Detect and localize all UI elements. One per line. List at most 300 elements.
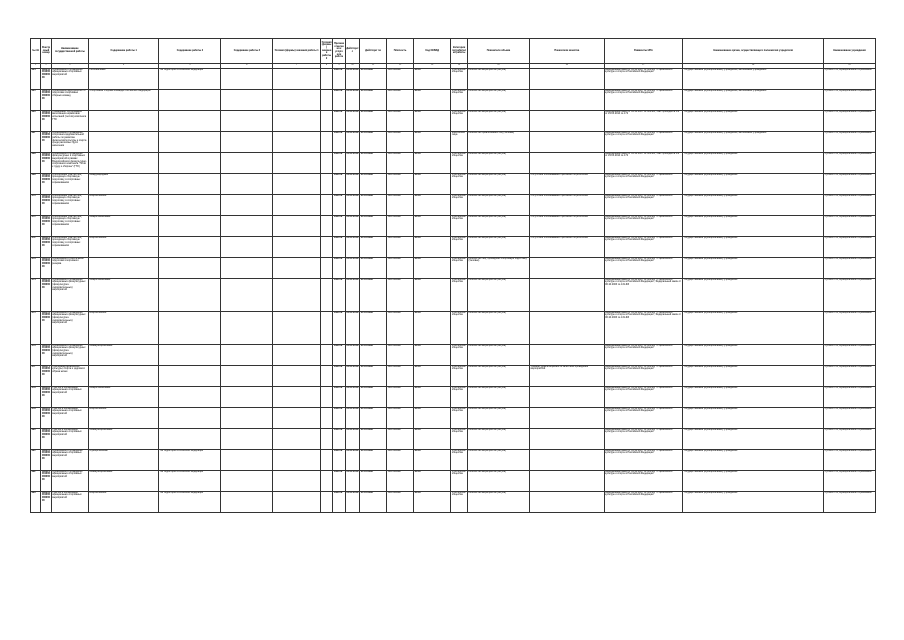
cell-from: 01.01.2018 [345, 131, 359, 152]
table-row [31, 173, 876, 194]
table-row [31, 491, 876, 512]
cell-org: Государственные (муниципальные) учреждения, автономные учреждения [683, 68, 824, 89]
cell-qual [530, 344, 605, 365]
cell-cat: В интересах общества [451, 407, 468, 428]
cell-n: 371 [31, 215, 41, 236]
cell-npa: Федеральный закон от 04.12.2007 № 329-ФЗ "О физической культуре и спорте в Российской Федерации"; Федеральный закон от 06.10.2003 № 131-ФЗ [604, 278, 683, 311]
cell-pay: бесплатная [387, 257, 414, 278]
cell-u1 [273, 131, 321, 152]
cell-vol: Количество мероприятий (Штука) [467, 311, 529, 344]
cell-org: Государственные (муниципальные) учреждения [683, 173, 824, 194]
cell-reg: 09019100100000000000 [41, 407, 51, 428]
cell-vol: Количество мероприятий (Штука) [467, 215, 529, 236]
cell-t: Работа [333, 89, 345, 110]
cell-from: 01.01.2018 [345, 110, 359, 131]
cell-to: 31.12.2099 [360, 152, 387, 173]
cell-from: 01.01.2018 [345, 428, 359, 449]
column-number: 16 [530, 64, 605, 69]
cell-org: Государственные (муниципальные) учреждения, автономные учреждения [683, 89, 824, 110]
cell-u2 [320, 173, 332, 194]
cell-npa: Федеральный закон от 04.12.2007 № 329-ФЗ "О физической культуре и спорте в Российской Федерации" [604, 236, 683, 257]
column-number: 19 [824, 64, 876, 69]
cell-c2 [159, 278, 221, 311]
table-row [31, 278, 876, 311]
column-header: № п/п [31, 39, 41, 64]
cell-qual [530, 428, 605, 449]
cell-n: 373 [31, 257, 41, 278]
cell-c1: Межрегиональные [88, 215, 158, 236]
cell-c1: Международные [88, 173, 158, 194]
cell-npa: Федеральный закон от 04.12.2007 № 329-ФЗ; Указ Президента РФ от 24.03.2014 № 172 [604, 110, 683, 131]
cell-npa: Федеральный закон от 04.12.2007 № 329-ФЗ "О физической культуре и спорте в Российской Федерации" [604, 365, 683, 386]
cell-from: 01.01.2018 [345, 152, 359, 173]
cell-u1 [273, 278, 321, 311]
cell-n: 379 [31, 407, 41, 428]
cell-c3 [221, 449, 273, 470]
cell-vol: Количество мероприятий (Штука) [467, 89, 529, 110]
cell-npa: Федеральный закон от 04.12.2007 № 329-ФЗ "О физической культуре и спорте в Российской Федерации" [604, 449, 683, 470]
cell-reg: 09010100100000000000 [41, 194, 51, 215]
cell-name: Организация и проведение официальных физкультурных (физкультурно-оздоровительных) мероприятий [51, 344, 88, 365]
cell-npa: Федеральный закон от 04.12.2007 № 329-ФЗ; Указ Президента РФ от 24.03.2014 № 172 [604, 152, 683, 173]
cell-qual [530, 68, 605, 89]
cell-cat: В интересах общества [451, 236, 468, 257]
table-row [31, 365, 876, 386]
cell-t: Работа [333, 407, 345, 428]
cell-c1: Всероссийские [88, 311, 158, 344]
cell-c3 [221, 470, 273, 491]
cell-to: 31.12.2099 [360, 386, 387, 407]
cell-u2 [320, 365, 332, 386]
cell-vol: Количество мероприятий (Штука) [467, 152, 529, 173]
cell-t: Работа [333, 215, 345, 236]
cell-npa: Федеральный закон от 04.12.2007 № 329-ФЗ "О физической культуре и спорте в Российской Федерации" [604, 407, 683, 428]
cell-n: 378 [31, 386, 41, 407]
cell-u1 [273, 110, 321, 131]
cell-cat: В интересах общества [451, 173, 468, 194]
cell-to: 31.12.2099 [360, 131, 387, 152]
cell-pay: бесплатная [387, 68, 414, 89]
cell-cat: В интересах общества [451, 278, 468, 311]
cell-vol: Количество мероприятий (Штука) [467, 344, 529, 365]
cell-pay: бесплатная [387, 236, 414, 257]
cell-name: Участие в организации официальных спортивных мероприятий [51, 491, 88, 512]
cell-c2 [159, 365, 221, 386]
column-header: Содержание работы 2 [159, 39, 221, 64]
cell-from: 01.01.2018 [345, 68, 359, 89]
cell-okved: 93.19 [414, 311, 451, 344]
cell-name: Организация и проведение спортивно-оздоровительной работы по развитию физической культуры и спорта среди различных групп населения [51, 131, 88, 152]
cell-npa: Федеральный закон от 04.12.2007 № 329-ФЗ "О физической культуре и спорте в Российской Федерации" [604, 344, 683, 365]
cell-cat: В интересах общества [451, 152, 468, 173]
cell-n: 365 [31, 89, 41, 110]
cell-from: 01.01.2018 [345, 278, 359, 311]
cell-qual: Отсутствие обоснованных претензий потребителей [530, 194, 605, 215]
cell-c1: Муниципальные [88, 449, 158, 470]
cell-u1 [273, 428, 321, 449]
cell-from: 01.01.2018 [345, 236, 359, 257]
cell-cat: В интересах общества [451, 344, 468, 365]
column-header: Признак отнесения к услуге или работе [333, 39, 345, 64]
cell-t: Работа [333, 131, 345, 152]
cell-cat: В интересах общества [451, 215, 468, 236]
cell-from: 01.01.2018 [345, 365, 359, 386]
table-row [31, 194, 876, 215]
cell-n: 374 [31, 278, 41, 311]
cell-okved: 93.19 [414, 344, 451, 365]
cell-u2 [320, 194, 332, 215]
cell-org: Государственные (муниципальные) учреждения [683, 470, 824, 491]
cell-n: 375 [31, 311, 41, 344]
cell-cat: В интересах общества [451, 194, 468, 215]
cell-org: Государственные (муниципальные) учреждения, автономные учреждения [683, 131, 824, 152]
cell-okved: 93.19 [414, 68, 451, 89]
cell-name: Участие в организации официальных спортивных мероприятий [51, 428, 88, 449]
cell-u2 [320, 89, 332, 110]
cell-n: 364 [31, 68, 41, 89]
column-number: 11 [360, 64, 387, 69]
cell-reg: 09008100100000000000 [41, 152, 51, 173]
cell-n: 382 [31, 470, 41, 491]
column-number: 1 [31, 64, 41, 69]
column-number: 14 [451, 64, 468, 69]
cell-vol: Количество мероприятий (Штука) [467, 236, 529, 257]
cell-c2: На территории Российской Федерации [159, 68, 221, 89]
cell-org: Государственные (муниципальные) учреждения [683, 194, 824, 215]
cell-vol: Количество мероприятий (Штука) [467, 173, 529, 194]
column-number: 10 [345, 64, 359, 69]
cell-qual [530, 311, 605, 344]
cell-c3 [221, 491, 273, 512]
cell-org: Государственные (муниципальные) учреждения [683, 407, 824, 428]
column-number: 17 [604, 64, 683, 69]
cell-to: 31.12.2099 [360, 89, 387, 110]
cell-inst: Субъект РФ, муниципальное образование [824, 215, 876, 236]
cell-name: Организация и проведение официальных спортивных мероприятий [51, 68, 88, 89]
cell-vol: Количество мероприятий (Штука) [467, 491, 529, 512]
cell-t: Работа [333, 428, 345, 449]
cell-npa: Федеральный закон от 04.12.2007 № 329-ФЗ "О физической культуре и спорте в Российской Федерации" [604, 386, 683, 407]
cell-c1: Всероссийские [88, 194, 158, 215]
cell-c1: Межмуниципальные [88, 344, 158, 365]
cell-qual: Уровень удовлетворенности качеством проведения мероприятий [530, 365, 605, 386]
cell-to: 31.12.2099 [360, 311, 387, 344]
cell-t: Работа [333, 386, 345, 407]
cell-reg: 09022100100000000000 [41, 470, 51, 491]
cell-okved: 93.19 [414, 236, 451, 257]
cell-pay: бесплатная [387, 152, 414, 173]
cell-cat: В интересах общества [451, 365, 468, 386]
registry-sheet [30, 38, 876, 513]
cell-inst: Субъект РФ, муниципальное образование [824, 428, 876, 449]
cell-from: 01.01.2018 [345, 386, 359, 407]
cell-qual [530, 131, 605, 152]
table-row [31, 344, 876, 365]
cell-vol: Количество мероприятий (Штука) [467, 194, 529, 215]
column-header: Содержание работы 1 [88, 39, 158, 64]
cell-inst: Субъект РФ, муниципальное образование [824, 257, 876, 278]
cell-okved: 93.19 [414, 110, 451, 131]
cell-to: 31.12.2099 [360, 344, 387, 365]
cell-c3 [221, 236, 273, 257]
cell-okved: 93.19 [414, 278, 451, 311]
table-row [31, 407, 876, 428]
cell-org: Государственные (муниципальные) учреждения [683, 152, 824, 173]
cell-pay: бесплатная [387, 449, 414, 470]
cell-pay: бесплатная [387, 386, 414, 407]
cell-n: 368 [31, 152, 41, 173]
cell-n: 372 [31, 236, 41, 257]
cell-c3 [221, 278, 273, 311]
cell-to: 31.12.2099 [360, 278, 387, 311]
cell-c2 [159, 407, 221, 428]
column-number: 5 [159, 64, 221, 69]
cell-to: 31.12.2099 [360, 236, 387, 257]
cell-qual: Отсутствие обоснованных претензий потребителей [530, 173, 605, 194]
cell-vol: Количество мероприятий (Штука) [467, 110, 529, 131]
cell-inst: Субъект РФ, муниципальное образование [824, 491, 876, 512]
table-row [31, 257, 876, 278]
cell-to: 31.12.2099 [360, 194, 387, 215]
cell-to: 31.12.2099 [360, 215, 387, 236]
cell-t: Работа [333, 278, 345, 311]
cell-n: 381 [31, 449, 41, 470]
table-row [31, 215, 876, 236]
cell-vol: Количество мероприятий (Штука) [467, 428, 529, 449]
column-header: Реестровый номер [41, 39, 51, 64]
cell-vol: Количество мероприятий (Штука) [467, 449, 529, 470]
cell-c3 [221, 194, 273, 215]
cell-u1 [273, 449, 321, 470]
cell-c1 [88, 365, 158, 386]
cell-pay: бесплатная [387, 344, 414, 365]
cell-u2 [320, 428, 332, 449]
cell-name: Организация и проведение физкультурных и спортивных мероприятий в рамках Всероссийского физкультурно-спортивного комплекса "Готов к труду и обороне" (ГТО) [51, 152, 88, 173]
cell-inst: Субъект РФ, муниципальное образование [824, 365, 876, 386]
table-row [31, 311, 876, 344]
column-header: Код ОКВЭД [414, 39, 451, 64]
cell-pay: бесплатная [387, 470, 414, 491]
cell-pay: бесплатная [387, 131, 414, 152]
cell-name: Пропаганда физической культуры, спорта и здорового образа жизни [51, 365, 88, 386]
cell-npa: Федеральный закон от 04.12.2007 № 329-ФЗ "О физической культуре и спорте в Российской Федерации" [604, 470, 683, 491]
cell-t: Работа [333, 491, 345, 512]
cell-reg: 09004100100000000000 [41, 68, 51, 89]
cell-pay: бесплатная [387, 407, 414, 428]
cell-reg: 09015100100000000000 [41, 311, 51, 344]
cell-okved: 93.19 [414, 470, 451, 491]
column-header: Наименование государственной работы [51, 39, 88, 64]
cell-c3 [221, 131, 273, 152]
cell-inst: Субъект РФ, муниципальное образование [824, 407, 876, 428]
cell-c1: Всероссийские [88, 236, 158, 257]
cell-u2 [320, 278, 332, 311]
cell-t: Работа [333, 110, 345, 131]
cell-c3 [221, 311, 273, 344]
cell-u1 [273, 215, 321, 236]
cell-cat: В интересах общества [451, 428, 468, 449]
cell-okved: 93.19 [414, 257, 451, 278]
cell-inst: Субъект РФ, муниципальное образование [824, 470, 876, 491]
cell-t: Работа [333, 449, 345, 470]
cell-c3 [221, 407, 273, 428]
cell-npa: Федеральный закон от 04.12.2007 № 329-ФЗ "О физической культуре и спорте в Российской Федерации" [604, 428, 683, 449]
table-row [31, 89, 876, 110]
cell-cat: В интересах общества [451, 386, 468, 407]
column-number: 2 [41, 64, 51, 69]
cell-qual [530, 407, 605, 428]
cell-t: Работа [333, 68, 345, 89]
cell-name: Организация и обеспечение подготовки спортивного резерва [51, 257, 88, 278]
cell-to: 31.12.2099 [360, 173, 387, 194]
cell-c3 [221, 428, 273, 449]
cell-pay: бесплатная [387, 278, 414, 311]
cell-c3 [221, 365, 273, 386]
cell-name: Участие в организации официальных спортивных мероприятий [51, 407, 88, 428]
cell-u1 [273, 236, 321, 257]
cell-org: Государственные (муниципальные) учреждения [683, 344, 824, 365]
cell-u2 [320, 236, 332, 257]
cell-qual: Отсутствие обоснованных претензий потребителей [530, 236, 605, 257]
cell-n: 369 [31, 173, 41, 194]
cell-to: 31.12.2099 [360, 449, 387, 470]
cell-pay: бесплатная [387, 215, 414, 236]
cell-vol: Количество лиц, прошедших спортивную подготовку (Человек) [467, 257, 529, 278]
column-header: Действует с [345, 39, 359, 64]
cell-inst: Субъект РФ, муниципальное образование [824, 194, 876, 215]
cell-org: Государственные (муниципальные) учреждения [683, 236, 824, 257]
table-row [31, 428, 876, 449]
cell-name: Организация мероприятий по подготовке спортивных сборных команд [51, 89, 88, 110]
cell-pay: бесплатная [387, 173, 414, 194]
cell-reg: 09017100100000000000 [41, 365, 51, 386]
cell-org: Государственные (муниципальные) учреждения [683, 257, 824, 278]
cell-c2 [159, 131, 221, 152]
cell-reg: 09012100100000000000 [41, 236, 51, 257]
registry-table [30, 38, 876, 513]
cell-okved: 93.19 [414, 152, 451, 173]
cell-reg: 09009100100000000000 [41, 173, 51, 194]
cell-name: Организация и проведение официальных физкультурных (физкультурно-оздоровительных) мероприятий [51, 278, 88, 311]
cell-inst: Субъект РФ, муниципальное образование [824, 236, 876, 257]
cell-name: Организация и проведение официальных физкультурных (физкультурно-оздоровительных) мероприятий [51, 311, 88, 344]
column-number: 8 [320, 64, 332, 69]
cell-t: Работа [333, 194, 345, 215]
cell-reg: 09020100100000000000 [41, 428, 51, 449]
cell-from: 01.01.2018 [345, 407, 359, 428]
cell-n: 370 [31, 194, 41, 215]
cell-cat: В интересах общества [451, 257, 468, 278]
cell-c3 [221, 344, 273, 365]
cell-cat: В интересах общества [451, 110, 468, 131]
cell-u1 [273, 89, 321, 110]
cell-vol: Количество мероприятий (Штука) [467, 365, 529, 386]
cell-qual [530, 449, 605, 470]
cell-okved: 93.19 [414, 449, 451, 470]
cell-cat: В интересах общества [451, 68, 468, 89]
table-row [31, 131, 876, 152]
column-number: 12 [387, 64, 414, 69]
cell-org: Государственные (муниципальные) учреждения [683, 110, 824, 131]
cell-c2 [159, 236, 221, 257]
cell-to: 31.12.2099 [360, 110, 387, 131]
cell-to: 31.12.2099 [360, 470, 387, 491]
column-header: Показатели объема [467, 39, 529, 64]
cell-from: 01.01.2018 [345, 491, 359, 512]
cell-cat: В интересах общества [451, 491, 468, 512]
cell-reg: 09007100100000000000 [41, 131, 51, 152]
cell-from: 01.01.2018 [345, 311, 359, 344]
cell-inst: Субъект РФ, муниципальное образование [824, 131, 876, 152]
cell-u2 [320, 491, 332, 512]
cell-c3 [221, 152, 273, 173]
cell-reg: 09014100100000000000 [41, 278, 51, 311]
column-number: 6 [221, 64, 273, 69]
cell-reg: 09005100100000000000 [41, 89, 51, 110]
cell-from: 01.01.2018 [345, 449, 359, 470]
cell-pay: бесплатная [387, 311, 414, 344]
cell-qual [530, 152, 605, 173]
cell-u2 [320, 215, 332, 236]
cell-c2 [159, 152, 221, 173]
cell-qual [530, 470, 605, 491]
cell-org: Государственные (муниципальные) учреждения [683, 449, 824, 470]
cell-u1 [273, 386, 321, 407]
column-header: Категории потребителей работы [451, 39, 468, 64]
cell-to: 31.12.2099 [360, 365, 387, 386]
cell-inst: Субъект РФ, муниципальное образование [824, 152, 876, 173]
cell-cat: В интересах общества [451, 311, 468, 344]
table-row [31, 386, 876, 407]
cell-reg: 09006100100000000000 [41, 110, 51, 131]
column-number: 15 [467, 64, 529, 69]
cell-qual: Отсутствие обоснованных претензий потребителей [530, 215, 605, 236]
cell-inst: Субъект РФ, муниципальное образование [824, 311, 876, 344]
cell-u1 [273, 173, 321, 194]
column-number: 4 [88, 64, 158, 69]
cell-inst: Субъект РФ, муниципальное образование [824, 173, 876, 194]
column-header: Платность [387, 39, 414, 64]
cell-pay: бесплатная [387, 428, 414, 449]
cell-name: Обеспечение участия лиц, проходящих спортивную подготовку, в спортивных соревнованиях [51, 215, 88, 236]
cell-u1 [273, 407, 321, 428]
cell-vol: Количество мероприятий (Штука) [467, 278, 529, 311]
cell-u1 [273, 194, 321, 215]
cell-u2 [320, 449, 332, 470]
cell-from: 01.01.2018 [345, 173, 359, 194]
cell-c2 [159, 173, 221, 194]
cell-to: 31.12.2099 [360, 68, 387, 89]
cell-reg: 09013100100000000000 [41, 257, 51, 278]
cell-c2 [159, 257, 221, 278]
column-header: Условия (формы) оказания работы 2 [320, 39, 332, 64]
cell-qual [530, 257, 605, 278]
cell-from: 01.01.2018 [345, 344, 359, 365]
cell-n: 377 [31, 365, 41, 386]
cell-inst: Субъект РФ, муниципальное образование [824, 344, 876, 365]
cell-reg: 09021100100000000000 [41, 449, 51, 470]
cell-u2 [320, 407, 332, 428]
cell-t: Работа [333, 257, 345, 278]
column-header: Действует по [360, 39, 387, 64]
cell-qual [530, 278, 605, 311]
cell-c1: Региональные [88, 68, 158, 89]
cell-name: Организация и проведение официальных спортивных мероприятий [51, 470, 88, 491]
column-header: Наименование органа, осуществляющего полномочия учредителя [683, 39, 824, 64]
cell-inst: Субъект РФ, муниципальное образование [824, 68, 876, 89]
cell-c2 [159, 215, 221, 236]
cell-org: Государственные (муниципальные) учреждения [683, 311, 824, 344]
